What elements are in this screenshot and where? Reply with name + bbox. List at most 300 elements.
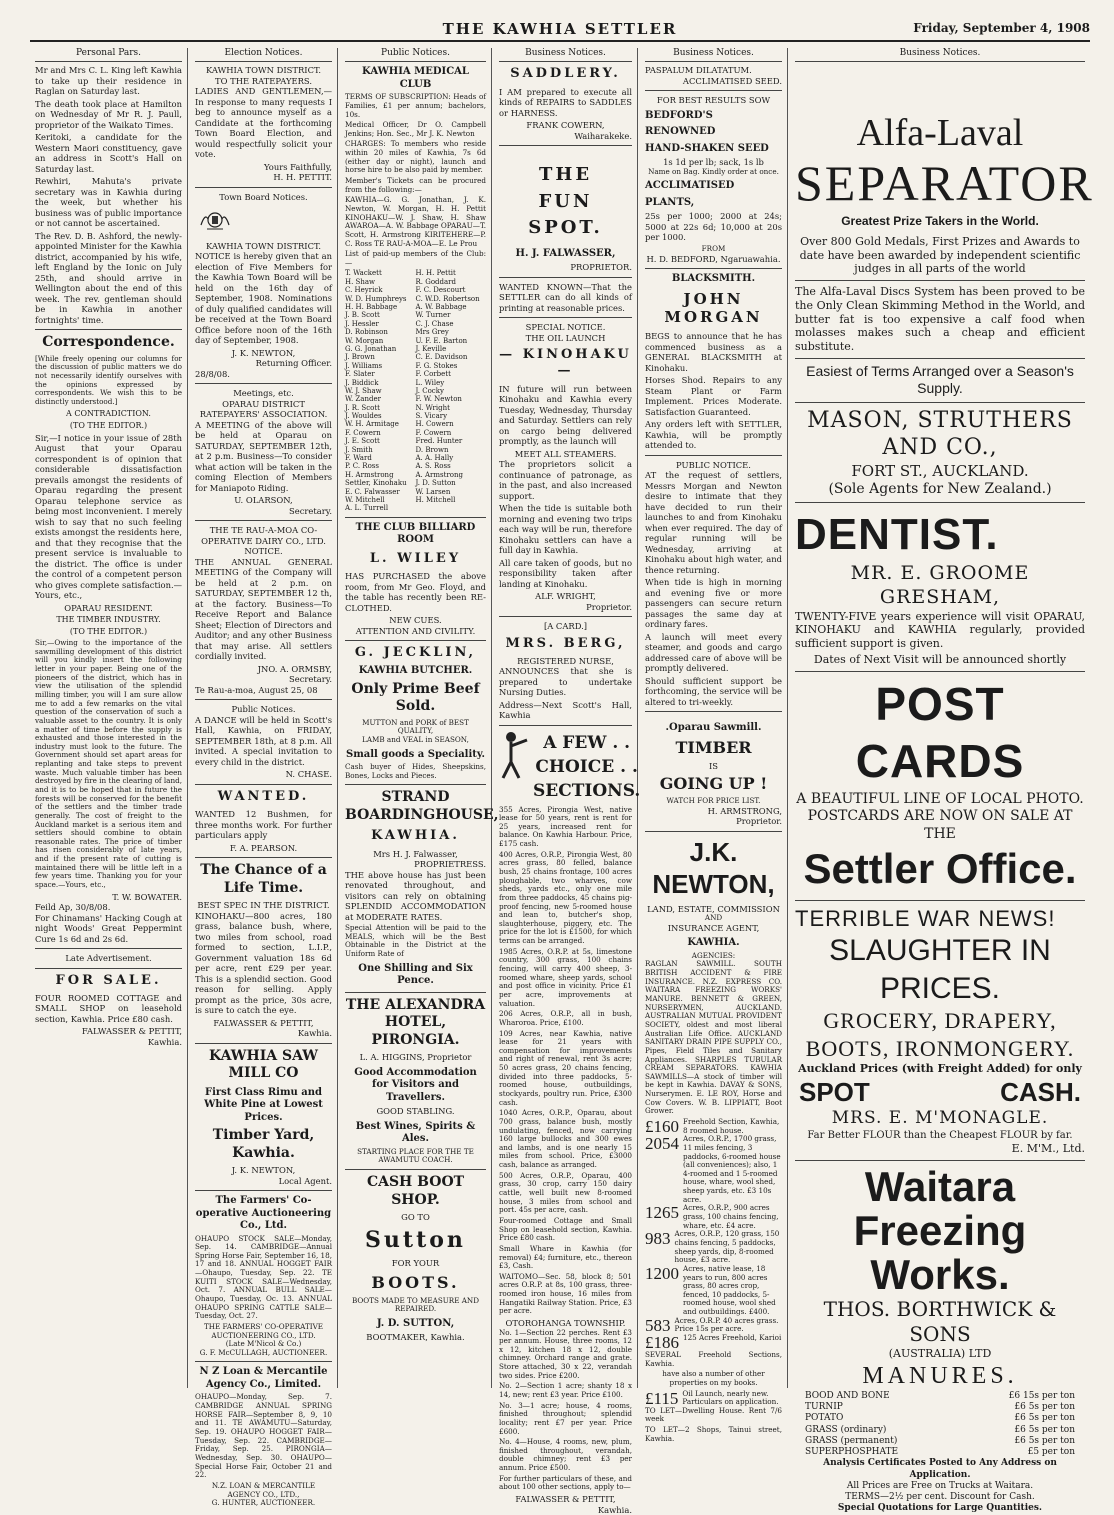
butcher-title: KAWHIA BUTCHER. bbox=[358, 665, 473, 677]
bedford-price: 1s 1d per lb; sack, 1s lb bbox=[663, 157, 764, 168]
member-name: T. Wackett bbox=[345, 269, 382, 278]
postcards-line-2: POSTCARDS ARE NOW ON SALE AT THE bbox=[807, 808, 1073, 842]
alexandra-stabling: GOOD STABLING. bbox=[376, 1106, 455, 1117]
morgan-name: JOHN MORGAN bbox=[664, 289, 763, 327]
member-name: J. Hessler bbox=[345, 319, 379, 328]
cash-word: CASH. bbox=[1000, 1076, 1081, 1107]
member-name: Fred. Hunter bbox=[415, 437, 463, 446]
nurse-address: Address—Next Scott's Hall, Kawhia bbox=[499, 699, 632, 721]
dairy-date: Te Rau-a-moa, August 25, 08 bbox=[195, 684, 318, 695]
member-name: W. Larsen bbox=[415, 487, 451, 496]
section-header: Business Notices. bbox=[499, 48, 632, 62]
few-line-3: SECTIONS. bbox=[533, 781, 641, 802]
card-label: [A CARD.] bbox=[543, 621, 588, 631]
price-item: GRASS (ordinary) bbox=[805, 1424, 887, 1435]
lot-text: 125 Acres Freehold, Karioi bbox=[683, 1333, 782, 1342]
lot-text: Freehold Section, Kawhia, 8 roomed house. bbox=[683, 1116, 780, 1135]
member-name: D. Brown bbox=[415, 445, 449, 454]
fun-spot-line-1: THE bbox=[538, 164, 593, 185]
lot-number: 983 bbox=[645, 1229, 671, 1249]
member-name: J. R. Scott bbox=[345, 403, 380, 412]
member-name: H. Shaw bbox=[345, 277, 376, 286]
member-name: W. Mitchell bbox=[345, 495, 385, 504]
fun-spot-role: PROPRIETOR. bbox=[570, 262, 632, 272]
nz-loan-signature: N.Z. LOAN & MERCANTILE AGENCY CO., LTD., bbox=[211, 1480, 316, 1499]
strand-note: Special Attention will be paid to the MEALS, which will be the Best Obtainable in the District at the Uniform Rate of bbox=[345, 923, 486, 959]
dairy-body: THE ANNUAL GENERAL MEETING of the Company will be held at 2 p.m. on SATURDAY, SEPTEMBER 12 th, at the factory. Business—To Receive Report and Balance Sheet; Election of Directors and Auditor; and any other Business that may arise. All settlers cordially invited. bbox=[195, 556, 332, 662]
sections-signature: FALWASSER & PETTIT, bbox=[515, 1494, 616, 1505]
divider bbox=[345, 640, 486, 641]
alexandra-coach: STARTING PLACE FOR THE TE AWAMUTU COACH. bbox=[357, 1146, 474, 1165]
strand-owner: Mrs H. J. Falwasser, bbox=[373, 848, 458, 859]
divider bbox=[645, 711, 782, 712]
kinohaku-body: When the tide is suitable both morning and evening two trips each way will be run, therefore Kinohaku settlers can have a full day in Kawhia. bbox=[499, 503, 632, 555]
kinohaku-title: — KINOHAKU — bbox=[499, 347, 632, 379]
newton-name: J.K. NEWTON, bbox=[652, 836, 775, 900]
column-public-notices bbox=[340, 48, 499, 1388]
property-lot bbox=[645, 1265, 782, 1317]
watch-price: WATCH FOR PRICE LIST. bbox=[666, 796, 761, 806]
letter-body: Sir,—I notice in your issue of 28th August that your Oparau correspondent is of opinion that considerable dissatisfaction prevails amongst the residents of Oparau regarding the present Oparau telephone service as being most inconvenient. I merely wish to say that no such feeling exists amongst the residents here, and that they recognise that the present service is invaluable to the district. The office is under the control of a competent person who gives complete satisfaction.—Yours, etc., bbox=[35, 432, 182, 601]
divider bbox=[645, 455, 782, 456]
member-name: F. Corbett bbox=[415, 370, 451, 379]
property-lot bbox=[645, 1118, 782, 1135]
member-list-right bbox=[416, 269, 487, 512]
divider bbox=[195, 187, 332, 188]
armstrong-signature: H. ARMSTRONG, bbox=[707, 805, 782, 816]
divider bbox=[645, 90, 782, 91]
divider bbox=[795, 280, 1085, 281]
divider bbox=[35, 329, 182, 330]
newton-and: AND bbox=[704, 913, 723, 923]
section-header: Personal Pars. bbox=[35, 48, 182, 62]
divider bbox=[345, 992, 486, 993]
slaughter-prices: SLAUGHTER IN PRICES. bbox=[829, 934, 1051, 1005]
boots-word: BOOTS. bbox=[371, 1272, 460, 1292]
public-notice-body: When tide is high in morning and evening five or more passengers can secure return passages the same day at ordinary fares. bbox=[645, 577, 782, 630]
town-board-header: Town Board Notices. bbox=[219, 191, 308, 202]
meeting-title: OPARAU DISTRICT RATEPAYERS' ASSOCIATION. bbox=[199, 398, 328, 420]
boots-role: BOOTMAKER, Kawhia. bbox=[366, 1332, 465, 1343]
agencies-header: AGENCIES: bbox=[691, 950, 736, 960]
property-lot bbox=[645, 1334, 782, 1351]
kinohaku-signature: ALF. WRIGHT, bbox=[535, 591, 596, 601]
candidate-signature: H. H. PETTIT. bbox=[273, 172, 332, 183]
letter-signature: T. W. BOWATER. bbox=[112, 891, 182, 902]
member-name: C. Heyrick bbox=[345, 286, 383, 295]
member-name: J. D. Sutton bbox=[415, 479, 456, 488]
section-header: Business Notices. bbox=[795, 48, 1085, 62]
divider bbox=[195, 784, 332, 785]
timber-line-2: IS bbox=[708, 760, 719, 771]
price-value: £6 5s per ton bbox=[1014, 1435, 1075, 1446]
member-name: F. Cowern bbox=[415, 428, 452, 437]
few-line-1: A FEW . . bbox=[543, 732, 631, 753]
letter-date: Feild Ap, 30/8/08. bbox=[35, 902, 111, 913]
sections-banner bbox=[499, 730, 641, 806]
fun-spot-signature: H. J. FALWASSER, bbox=[515, 247, 616, 259]
personal-par: The Rev. D. B. Ashford, the newly-appointed Minister for the Kawhia district, accompanied by his wife, left England by the Ionic on July 25th, and should arrive in Wellington about the end of this week. The rev. gentleman should be in Kawhia in another fortnights' time. bbox=[35, 230, 182, 325]
saw-mill-title: KAWHIA SAW MILL CO bbox=[209, 1047, 318, 1081]
bedford-line-3: HAND-SHAKEN SEED bbox=[645, 142, 769, 154]
smallgoods: Small goods a Speciality. bbox=[345, 748, 486, 760]
timber-line-1: TIMBER bbox=[675, 737, 752, 757]
public-notice-title: PUBLIC NOTICE. bbox=[676, 459, 751, 470]
sawmill-title: .Oparau Sawmill. bbox=[665, 722, 762, 734]
member-name: U. F. E. Barton bbox=[415, 336, 468, 345]
for-sale-place: Kawhia. bbox=[147, 1036, 182, 1047]
strand-title: STRAND BOARDINGHOUSE, bbox=[345, 789, 499, 823]
for-sale-body: FOUR ROOMED COTTAGE and SMALL SHOP on leasehold section, Kawhia. Price £80 cash. bbox=[35, 992, 182, 1024]
divider bbox=[795, 671, 1085, 672]
member-name: E. C. Falwasser bbox=[345, 487, 400, 496]
member-name: F. Slater bbox=[345, 370, 375, 379]
member-name: W. H. Armitage bbox=[345, 420, 399, 429]
pointing-man-icon bbox=[499, 730, 529, 780]
section-listing: Small Whare in Kawhia (for removal) £4; furniture, etc., thereon £3, Cash. bbox=[499, 1243, 632, 1271]
to-let: TO LET—Dwelling House. Rent 7/6 week bbox=[645, 1405, 782, 1424]
few-line-2: CHOICE . . bbox=[535, 757, 638, 777]
lamb-veal: LAMB and VEAL in SEASON, bbox=[362, 735, 469, 745]
spot-cash-row bbox=[795, 1076, 1085, 1109]
medical-club-list-title: List of paid-up members of the Club:— bbox=[345, 249, 486, 267]
acclimatised-line-1: ACCLIMATISED bbox=[645, 180, 735, 192]
flour-text: Far Better FLOUR than the Cheapest FLOUR by far. bbox=[807, 1129, 1073, 1141]
alexandra-wines: Best Wines, Spirits & Ales. bbox=[355, 1120, 476, 1145]
divider bbox=[499, 277, 632, 278]
meeting-body: A MEETING of the above will be held at Oparau on SATURDAY, SEPTEMBER 12th, at 2 p.m. Business—To consider what action will be taken in the coming Election of Members for Maniapoto Riding. bbox=[195, 419, 332, 493]
several-sections: SEVERAL Freehold Sections, Kawhia. bbox=[645, 1350, 782, 1368]
fun-spot-line-2: FUN bbox=[538, 190, 593, 212]
lot-text: Acres, O.R.P., 120 grass, 150 chains fencing, 5 paddocks, sheep yards, dip, 8-roomed house, £3 acre. bbox=[674, 1229, 780, 1265]
boots-ironmongery: BOOTS, IRONMONGERY. bbox=[805, 1035, 1075, 1061]
price-item: BOOD AND BONE bbox=[805, 1390, 890, 1401]
lot-text: Acres, O.R.P., 1700 grass, 11 miles fencing, 3 paddocks, 6-roomed house (all conveniences); also, 1 4-roomed and 1 5-roomed house, whare, wool shed, sheep yards, etc. £3 10s acre. bbox=[683, 1134, 781, 1204]
price-value: £5 per ton bbox=[1027, 1447, 1075, 1458]
property-lot bbox=[645, 1204, 782, 1230]
letter-to: (TO THE EDITOR.) bbox=[69, 627, 148, 637]
special-quotations: Special Quotations for Large Quantities. bbox=[837, 1503, 1043, 1514]
lot-text: Oil Launch, nearly new. Particulars on application. bbox=[682, 1388, 779, 1407]
divider bbox=[795, 402, 1085, 403]
member-name: J. Brown bbox=[345, 353, 375, 362]
public-notice-body: Should sufficient support be forthcoming, the service will be altered to tri-weekly. bbox=[645, 675, 782, 707]
mason-struthers: MASON, STRUTHERS AND CO., bbox=[807, 407, 1073, 461]
other-properties: have also a number of other properties on my books. bbox=[662, 1369, 765, 1387]
section-header: Public Notices. bbox=[345, 48, 486, 62]
timber-yard-title: Timber Yard, Kawhia. bbox=[212, 1127, 315, 1161]
letter-body: Sir,—Owing to the importance of the sawmilling development of this district will you kindly insert the following letter in your paper. Being one of the pioneers of the district, which has in view the utilisation of the splendid milling timber, you will I am sure allow me to add a few remarks on the vital question of the conservation of such a valuable asset to the country. It is only a matter of time before the supply is exhausted and those interested in the industry must look to the future. The Government should set apart areas for replanting and take steps to prevent waste. Much valuable timber has been destroyed by fire in the clearing of land, and it is to be hoped that in future the forests will be conserved for the benefit of the settlers and the timber trade generally. The cost of freight to the Auckland market is a serious item and settlers should combine to obtain reasonable rates. The price of timber has risen considerably of late years, and if the present rate of cutting is maintained there will be little left in a few years time. Thanking you for your space.—Yours, etc., bbox=[35, 638, 182, 890]
divider bbox=[795, 900, 1085, 901]
column-personal-pars bbox=[30, 48, 188, 1388]
kinohaku-body: All care taken of goods, but no responsibility taken after landing at Kinohaku. bbox=[499, 557, 632, 589]
member-name: F. Cowern bbox=[345, 428, 381, 437]
personal-par: Rewhiri, Mahuta's private secretary was in Kawhia during the week, but whether his business was of public importance or not cannot be ascertained. bbox=[35, 176, 182, 229]
timber-yard-role: Local Agent. bbox=[278, 1175, 332, 1186]
settler-office: Settler Office. bbox=[803, 845, 1077, 892]
public-notice-body: A launch will meet every steamer, and goods and cargo addressed care of above will be promptly delivered. bbox=[645, 631, 782, 674]
kinohaku-body: IN future will run between Kinohaku and Kawhia every Tuesday, Wednesday, Thursday and Saturday. Settlers can rely on cargo being delivered promptly, as the launch will bbox=[499, 383, 632, 446]
oil-launch: THE OIL LAUNCH bbox=[525, 332, 606, 343]
agencies-list: RAGLAN SAWMILL. SOUTH BRITISH ACCIDENT & FIRE INSURANCE. N.Z. EXPRESS CO. WAITARA FREEZING WORKS' MANURE. BENNETT & GREEN, NURSERYMEN, AUCKLAND. AUSTRALIAN MUTUAL PROVIDENT SOCIETY, oldest and most liberal Australian Life Office. AUCKLAND SANITARY DRAIN PIPE SUPPLY CO., Pipes, Field Tiles and Sanitary Appliances. SHARPLES TUBULAR CREAM SEPARATORS. KAWHIA SAWMILLS—A stock of timber will be kept in Kawhia. DAVAY & SONS, Nurserymen. E. LE ROY, Horse and Cow Covers. W. B. LIPPIATT, Boot Grower. bbox=[645, 959, 782, 1116]
member-name: F. C. Descourt bbox=[415, 286, 466, 295]
member-name: W. Zander bbox=[345, 395, 381, 404]
member-name: R. Goddard bbox=[415, 277, 456, 286]
price-item: GRASS (permanent) bbox=[805, 1435, 898, 1446]
armstrong-role: Proprietor. bbox=[736, 816, 782, 827]
divider bbox=[795, 358, 1085, 359]
wiley-body: HAS PURCHASED the above room, from Mr Geo. Floyd, and the table has recently been RE-CLOTHED. bbox=[345, 571, 486, 613]
works-title: Works. bbox=[870, 1250, 1010, 1298]
from-label: FROM bbox=[701, 243, 726, 253]
price-value: £6 15s per ton bbox=[1008, 1390, 1075, 1401]
divider bbox=[499, 725, 632, 726]
meet-steamers: MEET ALL STEAMERS. bbox=[514, 448, 617, 459]
column-election-notices bbox=[190, 48, 338, 1508]
paspalum-subtitle: ACCLIMATISED SEED. bbox=[682, 75, 782, 86]
meeting-signature: U. OLARSON, bbox=[234, 495, 293, 506]
member-name: H. Cowern bbox=[415, 420, 454, 429]
chance-body: KINOHAKU—800 acres, 180 grass, balance bush, where, two miles from school, road formed to section, L.I.P., Government valuation 18s 6d per acre, rent £29 per year. This is a splendid section. Good reason for selling. Apply prompt as the price, 30s acre, is sure to catch the eye. bbox=[195, 910, 332, 1015]
member-name: C. W.D. Robertson bbox=[415, 294, 480, 303]
for-sale-title: FOR SALE. bbox=[55, 972, 162, 988]
section-listing: 355 Acres, Pirongia West, native lease for 50 years, rent is rent for 25 years, increased rent for balance. On Kawhia Harbour. Price, £175 cash. bbox=[499, 804, 632, 849]
fort-street: FORT ST., AUCKLAND. bbox=[851, 461, 1029, 480]
butcher-name: G. JECKLIN, bbox=[354, 645, 477, 660]
price-row bbox=[795, 1436, 1085, 1447]
timber-yard-signature: J. K. NEWTON, bbox=[231, 1165, 296, 1175]
divider bbox=[345, 517, 486, 518]
lot-text: Acres, native lease, 18 years to run, 800 acres grass, 80 acres crop, fenced, 10 paddocks, 5-roomed house, wool shed and outbuildings. £400. bbox=[683, 1263, 776, 1317]
nurse-title: REGISTERED NURSE, bbox=[517, 655, 614, 666]
acclimatised-line-2: PLANTS, bbox=[645, 196, 695, 208]
section-listing: 206 Acres, O.R.P., all in bush, Wharoroa. Price, £100. bbox=[499, 1009, 632, 1027]
divider bbox=[35, 968, 182, 969]
lot-number: £115 bbox=[645, 1388, 679, 1408]
special-notice: SPECIAL NOTICE. bbox=[525, 322, 606, 332]
member-name: J. Smith bbox=[345, 445, 373, 454]
price-item: SUPERPHOSPHATE bbox=[805, 1447, 899, 1458]
member-name: P. C. Ross bbox=[345, 462, 379, 471]
section-listing: WAITOMO—Sec. 58, block 8; 501 acres O.R.P. at 8s, 100 grass, three-roomed iron house, 16 miles from Hangatiki Railway Station. Price, £3 per acre. bbox=[499, 1271, 632, 1316]
member-name: W. J. Shaw bbox=[345, 386, 382, 395]
member-name: H. H. Babbage bbox=[345, 302, 398, 311]
member-name: C. J. Chase bbox=[415, 319, 454, 328]
farmers-body: OHAUPO STOCK SALE—Monday, Sep. 14. CAMBRIDGE—Annual Spring Horse Fair, September 16, 18, 17 and 18. ANNUAL HOGGET FAIR—Ohaupo, Tuesday, Sep. 22. TE KUITI STOCK SALE—Wednesday, Oct. 7. ANNUAL BULL SALE—Ohaupo, Tuesday, Oc. 13. ANNUAL OHAUPO SPRING CATTLE SALE—Tuesday, Oct. 27. bbox=[195, 1233, 332, 1321]
wanted-title: WANTED. bbox=[217, 788, 310, 804]
column-business-notices bbox=[494, 48, 641, 1515]
chance-signature: FALWASSER & PETTIT, bbox=[213, 1017, 314, 1028]
boots-signature: J. D. SUTTON, bbox=[376, 1317, 455, 1329]
lot-number: 1200 bbox=[645, 1263, 679, 1283]
timber-line-3: GOING UP ! bbox=[659, 774, 768, 794]
otorohanga-item: No. 4—House, 4 rooms, new, plum, finished throughout, verandah, double chimney; rent £3 per annum. Price £500. bbox=[499, 1437, 632, 1473]
borthwick-name: THOS. BORTHWICK & SONS bbox=[823, 1297, 1057, 1347]
war-news: TERRIBLE WAR NEWS! bbox=[795, 905, 1056, 931]
meetings-header: Meetings, etc. bbox=[233, 388, 294, 399]
editor-note: [While freely opening our columns for the discussion of public matters we do not necessarily identify ourselves with the opinions expressed by correspondents. We wish this to be distinctly understood.] bbox=[35, 353, 182, 406]
town-role: Returning Officer. bbox=[255, 358, 332, 369]
candidate-close: Yours Faithfully, bbox=[263, 161, 332, 172]
member-name: W. Turner bbox=[415, 311, 451, 320]
personal-par: Mr and Mrs C. L. King left Kawhia to take up their residence in Raglan on Saturday last. bbox=[35, 65, 182, 97]
hides: Cash buyer of Hides, Sheepskins, Bones, Locks and Pieces. bbox=[345, 762, 486, 780]
saddlery-place: Waiharakeke. bbox=[574, 130, 632, 141]
dentist-title: DENTIST. bbox=[795, 510, 999, 559]
mutton-pork: MUTTON and PORK of BEST QUALITY, bbox=[362, 717, 469, 736]
nurse-name: MRS. BERG, bbox=[505, 635, 626, 651]
divider bbox=[195, 383, 332, 384]
town-signature: J. K. NEWTON, bbox=[231, 347, 296, 358]
launch-lot bbox=[645, 1390, 782, 1407]
section-listing: 1040 Acres, O.R.P., Oparau, about 700 grass, balance bush, mostly undulating, fenced, now carrying 160 large bullocks and 300 ewes and lambs, and is one nearly 15 miles from school. Price, £3000 cash, balance as arranged. bbox=[499, 1108, 632, 1170]
morgan-body: Any orders left with SETTLER, Kawhia, will be promptly attended to. bbox=[645, 419, 782, 451]
member-name: W. Morgan bbox=[345, 336, 384, 345]
town-district-title: KAWHIA TOWN DISTRICT. bbox=[206, 240, 321, 251]
section-listing: 109 Acres, near Kawhia, native lease for 21 years with compensation for improvements and right of renewal, rent 3s acre; 50 acres grass, 20 chains fencing, divided into three paddocks, 5-roomed house, outbuildings, stockyards, poultry run. Price, £300 cash. bbox=[499, 1028, 632, 1107]
ratepayers-title: TO THE RATEPAYERS. bbox=[215, 75, 312, 86]
mcmonagle-ltd: E. M'M., Ltd. bbox=[1011, 1142, 1085, 1155]
cash-boot-title: CASH BOOT SHOP. bbox=[366, 1174, 465, 1208]
nz-loan-title: N Z Loan & Mercantile Agency Co., Limited. bbox=[199, 1366, 328, 1390]
morgan-body: BEGS to announce that he has commenced business as a GENERAL BLACKSMITH at Kinohaku. bbox=[645, 331, 782, 373]
price-row bbox=[795, 1391, 1085, 1402]
newspaper-title: THE KAWHIA SETTLER bbox=[442, 20, 678, 38]
dentist-name: MR. E. GROOME GRESHAM, bbox=[850, 562, 1030, 608]
farmers-signature: G. F. McCULLAGH, AUCTIONEER. bbox=[199, 1347, 328, 1357]
sole-agents: (Sole Agents for New Zealand.) bbox=[828, 480, 1052, 497]
member-name: Settler, Kinohaku bbox=[345, 479, 407, 488]
postcards-line-1: A BEAUTIFUL LINE OF LOCAL PHOTO. bbox=[796, 790, 1084, 807]
waitara-title: Waitara Freezing bbox=[853, 1162, 1027, 1254]
medical-club-terms: TERMS OF SUBSCRIPTION: Heads of Families, £1 per annum; bachelors, 10s. bbox=[345, 92, 486, 119]
divider bbox=[195, 1043, 332, 1044]
dairy-signature: JNO. A. ORMSBY, bbox=[257, 663, 332, 674]
personal-par: The death took place at Hamilton on Wednesday of Mr R. J. Paull, proprietor of the Waikato Times. bbox=[35, 98, 182, 130]
blacksmith-title: BLACKSMITH. bbox=[671, 273, 756, 285]
divider bbox=[795, 1160, 1085, 1161]
alexandra-title: THE ALEXANDRA HOTEL, PIRONGIA. bbox=[345, 996, 486, 1048]
price-row bbox=[795, 1402, 1085, 1413]
divider bbox=[195, 1361, 332, 1362]
coat-of-arms-icon bbox=[195, 205, 235, 235]
member-name: J. B. Scott bbox=[345, 311, 380, 320]
divider bbox=[499, 616, 632, 617]
property-lot bbox=[645, 1135, 782, 1204]
civility: ATTENTION AND CIVILITY. bbox=[355, 625, 476, 636]
otorohanga-item: No. 2—Section 1 acre; shanty 18 x 14, new; rent £3 year. Price £100. bbox=[499, 1381, 632, 1399]
member-name: J. Biddick bbox=[345, 378, 379, 387]
bedford-line-1: BEDFORD'S bbox=[645, 109, 713, 121]
spot-word: SPOT bbox=[799, 1076, 870, 1107]
saddlery-body: I AM prepared to execute all kinds of REPAIRS to SADDLES or HARNESS. bbox=[499, 86, 632, 118]
lot-number: £160 bbox=[645, 1116, 679, 1136]
section-listing: 500 Acres, O.R.P., Oparau, 400 grass, 30 crop, carry 150 dairy cattle, well built new 8-roomed house, 3 miles from school and port. 45s per acre, cash. bbox=[499, 1170, 632, 1215]
wanted-body: WANTED 12 Bushmen, for three months work. For further particulars apply bbox=[195, 809, 332, 840]
discs-text: The Alfa-Laval Discs System has been proved to be the Only Clean Skimming Method in the World, and butter fat is too expensive a calf food when molasses makes such a cheap and efficient substitute. bbox=[795, 285, 1085, 353]
kinohaku-role: Proprietor. bbox=[586, 601, 632, 612]
member-list bbox=[345, 269, 486, 512]
auckland-prices: Auckland Prices (with Freight Added) for only bbox=[798, 1062, 1082, 1075]
member-name: W. D. Humphreys bbox=[345, 294, 407, 303]
public-notices-header: Public Notices. bbox=[231, 704, 296, 715]
divider bbox=[345, 1169, 486, 1170]
medical-club-agents: KAWHIA—G. G. Jonathan, J. K. Newton, W. Morgan, H. H. Pettit KINOHAKU—W. J. Shaw, H. Shaw AWAROA—A. W. Babbage OPARAU—T. Scott, H. Armstrong KIRITEHERE—P. C. Ross TE RAU-A-MOA—E. Le Prou bbox=[345, 195, 486, 248]
divider bbox=[645, 831, 782, 832]
divider bbox=[35, 948, 182, 949]
post-cards-title: POST CARDS bbox=[855, 677, 1025, 787]
alexandra-owner: L. A. HIGGINS, Proprietor bbox=[359, 1052, 472, 1063]
dance-notice: A DANCE will be held in Scott's Hall, Kawhia, on FRIDAY, SEPTEMBER 18th, at 8 p.m. All invited. A special invitation to every child in the district. bbox=[195, 714, 332, 767]
bedford-signature: H. D. BEDFORD, Ngaruawahia. bbox=[646, 253, 781, 264]
property-lot bbox=[645, 1317, 782, 1334]
newton-role: LAND, ESTATE, COMMISSION bbox=[647, 903, 780, 914]
alexandra-accommodation: Good Accommodation for Visitors and Travellers. bbox=[354, 1066, 477, 1103]
dance-signature: N. CHASE. bbox=[285, 769, 332, 780]
best-results: FOR BEST RESULTS SOW bbox=[656, 95, 771, 106]
member-name: F. W. Newton bbox=[415, 395, 462, 404]
member-name: H. Mitchell bbox=[415, 495, 456, 504]
for-sale-signature: FALWASSER & PETTIT, bbox=[81, 1026, 182, 1037]
member-name: N. Wright bbox=[415, 403, 450, 412]
member-name: J. Cocky bbox=[415, 386, 444, 395]
section-header: Election Notices. bbox=[195, 48, 332, 62]
price-item: POTATO bbox=[805, 1413, 844, 1424]
lot-text: Acres, O.R.P. 40 acres grass. Price 15s per acre. bbox=[674, 1315, 779, 1334]
fun-spot-line-3: SPOT. bbox=[528, 217, 603, 238]
price-row bbox=[795, 1425, 1085, 1436]
lot-number: £186 bbox=[645, 1333, 679, 1352]
letter-title: THE TIMBER INDUSTRY. bbox=[56, 615, 161, 625]
dentist-dates: Dates of Next Visit will be announced shortly bbox=[813, 652, 1067, 666]
price-row bbox=[795, 1413, 1085, 1424]
member-name: J. Williams bbox=[345, 361, 383, 370]
lot-text: Acres, O.R.P., 900 acres grass, 100 chains fencing, whare, etc. £4 acre. bbox=[683, 1203, 779, 1230]
nurse-body: ANNOUNCES that she is prepared to undertake Nursing Duties. bbox=[499, 666, 632, 698]
sections-close: For further particulars of these, and about 100 other sections, apply to— bbox=[499, 1473, 632, 1492]
trucks-note: All Prices are Free on Trucks at Waitara. bbox=[846, 1480, 1034, 1491]
kinohaku-body: The proprietors solicit a continuance of patronage, as in the past, and also increased support. bbox=[499, 459, 632, 501]
acclimatised-price: 25s per 1000; 2000 at 24s; 5000 at 22s 6d; 10,000 at 20s per 1000. bbox=[645, 211, 782, 243]
manures-title: MANURES. bbox=[862, 1362, 1018, 1389]
member-name: H. H. Pettit bbox=[415, 269, 456, 278]
town-date: 28/8/08. bbox=[195, 368, 230, 379]
chance-subtitle: BEST SPEC IN THE DISTRICT. bbox=[197, 900, 330, 910]
borthwick-ltd: (AUSTRALIA) LTD bbox=[888, 1347, 992, 1361]
member-list-left bbox=[345, 269, 416, 512]
issue-date: Friday, September 4, 1908 bbox=[913, 21, 1090, 35]
wiley-name: L. WILEY bbox=[369, 550, 462, 566]
go-to: GO TO bbox=[401, 1212, 430, 1223]
newton-place: KAWHIA. bbox=[687, 937, 740, 949]
bedford-line-2: RENOWNED bbox=[645, 126, 716, 138]
divider bbox=[795, 502, 1085, 503]
otorohanga-title: OTOROHANGA TOWNSHIP. bbox=[505, 1318, 626, 1329]
letter-signature: OPARAU RESIDENT. bbox=[64, 602, 153, 613]
medical-club-title: KAWHIA MEDICAL CLUB bbox=[362, 66, 469, 90]
divider bbox=[195, 520, 332, 521]
chance-place: Kawhia. bbox=[297, 1028, 332, 1038]
section-listing: 400 Acres, O.R.P., Pirongia West, 80 acres grass, 80 felled, balance bush, 25 chains frontage, 100 acres ploughable, two wharves, cow sheds, yards etc., only one mile from three paddocks, 45 chains pig-proof fencing, new 5-roomed house and lean to, butcher's shop, slaughterhouse, piggery, etc. The price for the lot is £1500, for which terms can be arranged. bbox=[499, 849, 632, 946]
member-name: F. Ward bbox=[345, 454, 372, 463]
medical-club-tickets: Member's Tickets can be procured from the following:— bbox=[345, 176, 486, 194]
price-value: £6 5s per ton bbox=[1014, 1402, 1075, 1413]
chance-title: The Chance of a Life Time. bbox=[200, 862, 327, 896]
column-business-notices-2 bbox=[640, 48, 788, 1443]
new-cues: NEW CUES. bbox=[389, 615, 442, 625]
nz-loan-body: OHAUPO—Monday, Sep. 7. CAMBRIDGE ANNUAL SPRING HORSE FAIR—September 8, 9, 10 and 11. TE AWAMUTU—Saturday, Sep. 19. OHAUPO HOGGET FAIR—Tuesday, Sep. 22. CAMBRIDGE—Friday, Sep. 25. PIRONGIA—Wednesday, Sep. 30. OHAUPO—Special Horse Fair, October 21 and 22. bbox=[195, 1392, 332, 1480]
divider bbox=[499, 317, 632, 318]
